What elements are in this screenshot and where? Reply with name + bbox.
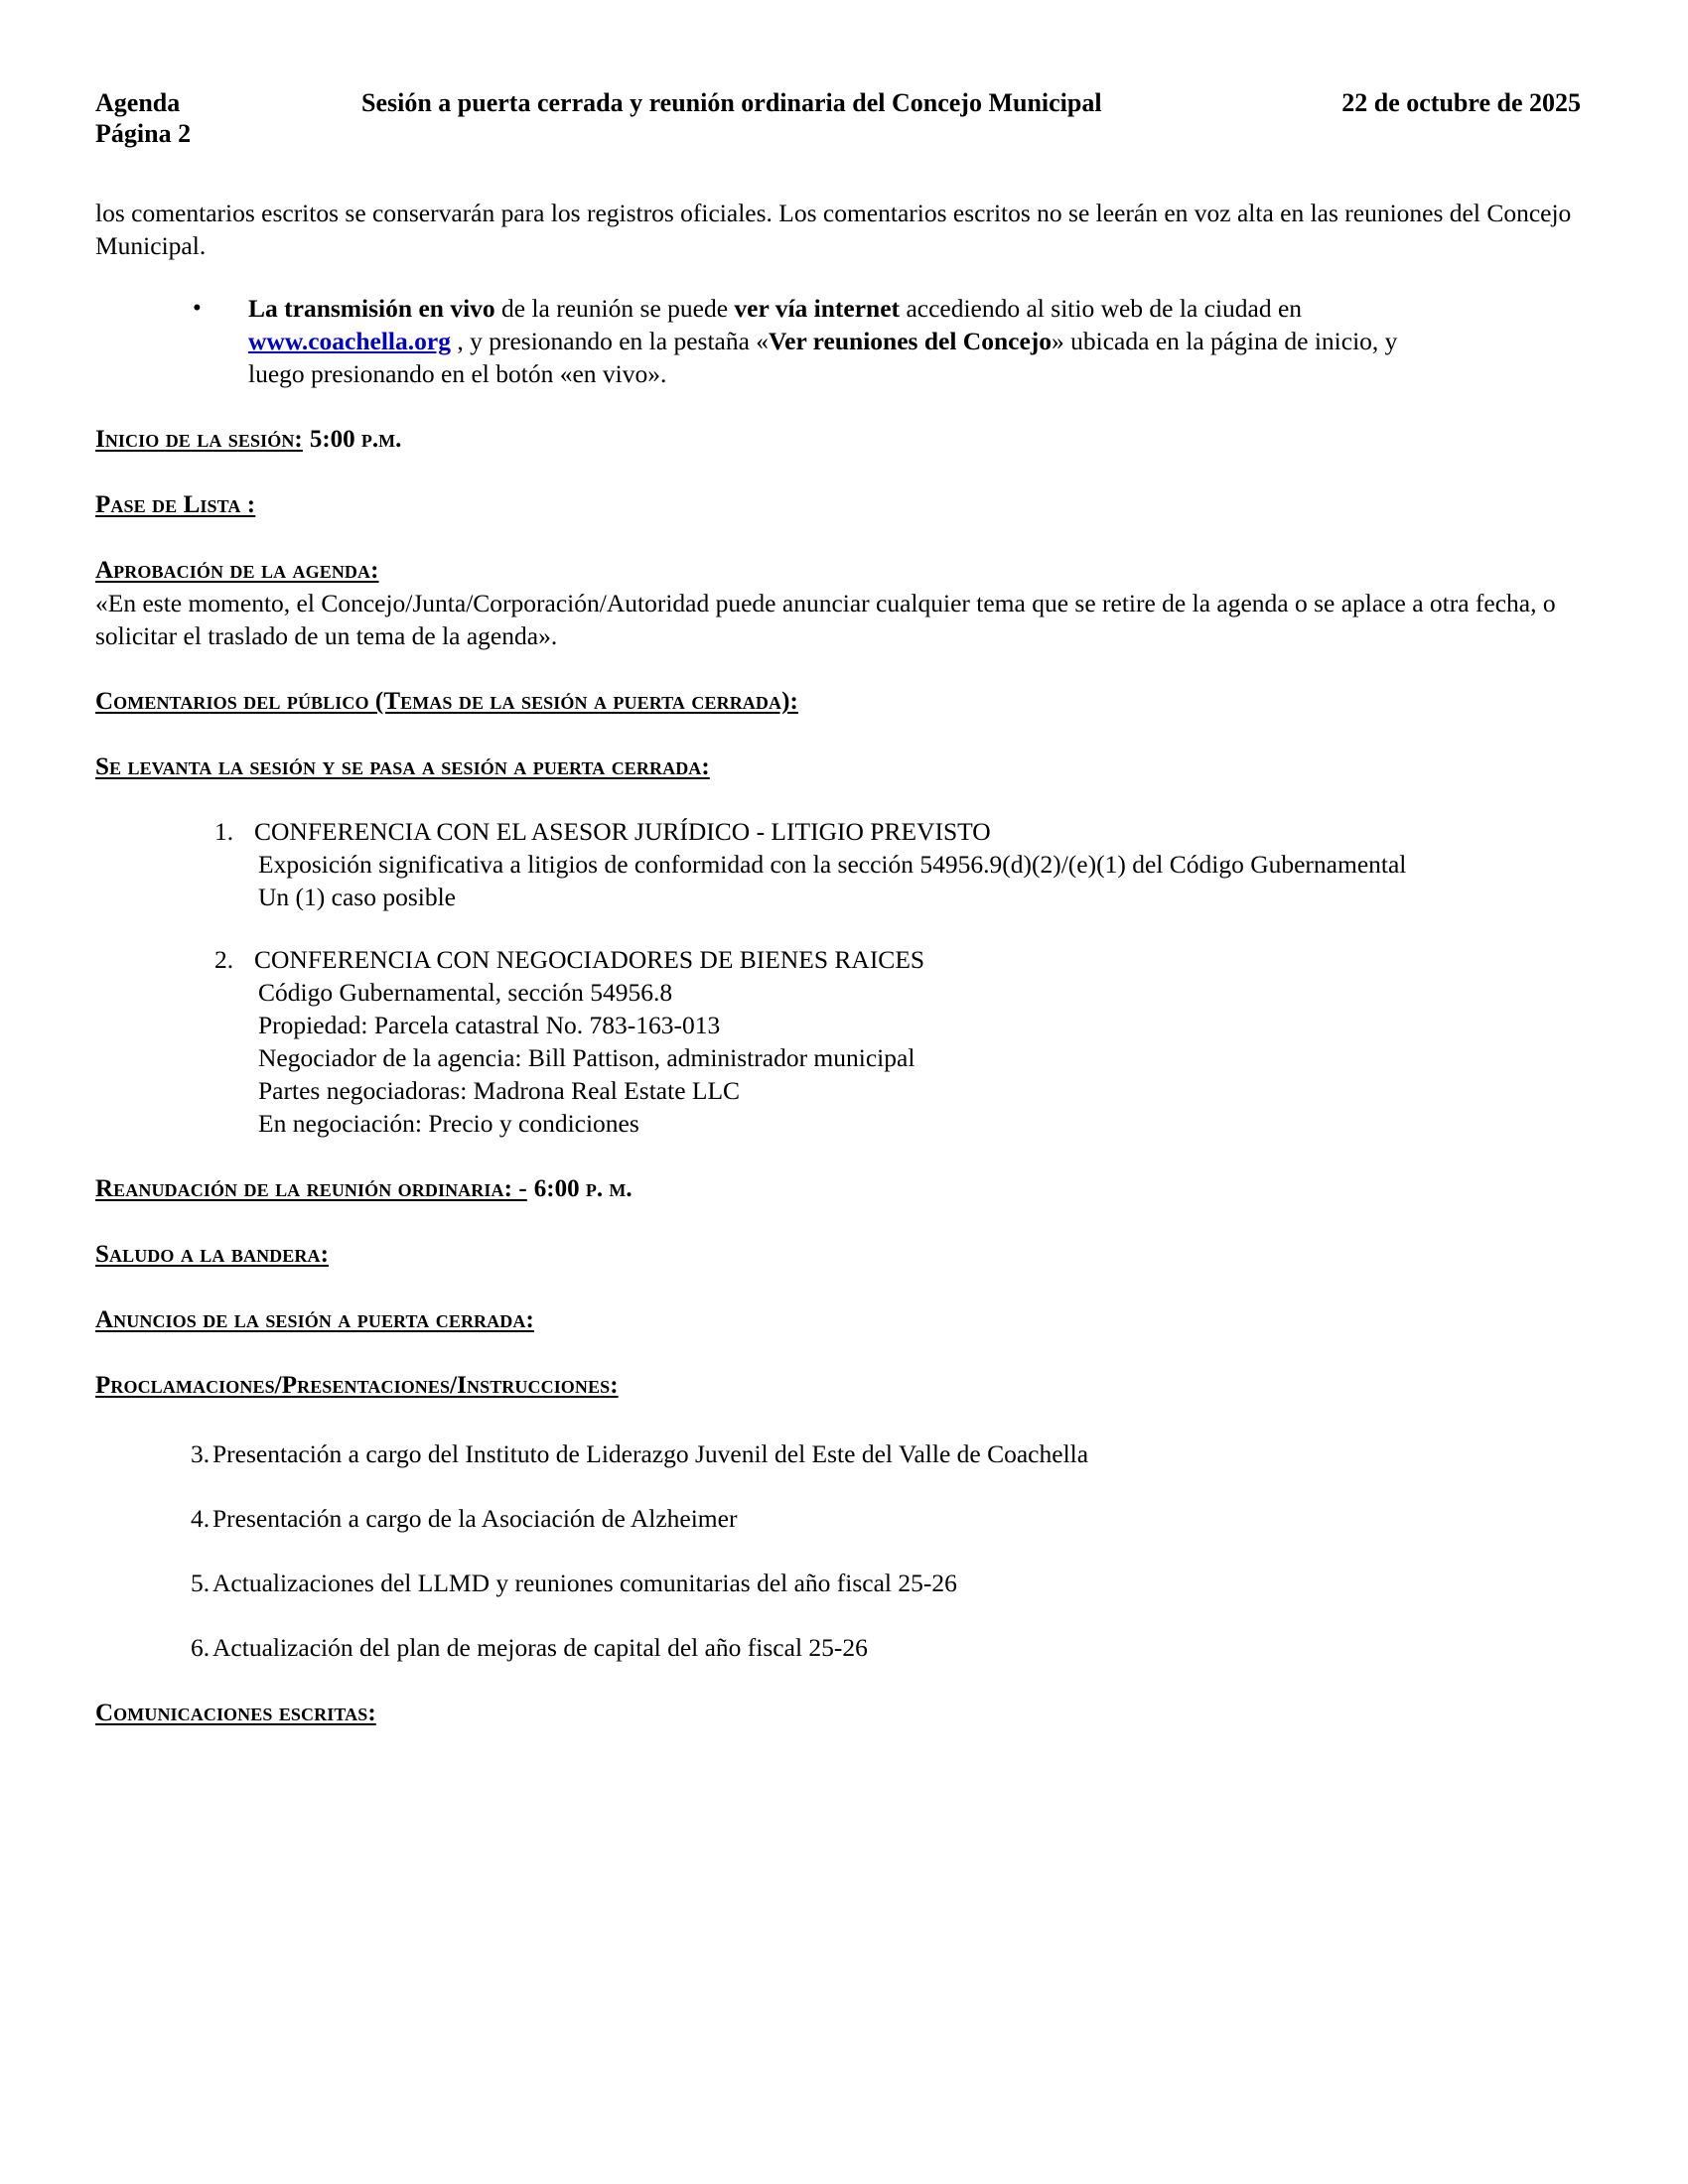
- closed-session-item-detail: En negociación: Precio y condiciones: [258, 1109, 639, 1138]
- presentation-list: [95, 1437, 1581, 1664]
- heading-inicio-sesion: [95, 424, 1581, 456]
- heading-comunicaciones-escritas-label: Comunicaciones escritas:: [95, 1700, 376, 1726]
- live-stream-text-1: de la reunión se puede: [494, 294, 735, 323]
- presentation-item-text: Actualización del plan de mejoras de capital del año fiscal 25-26: [212, 1633, 868, 1662]
- closed-session-item-detail: Partes negociadoras: Madrona Real Estate LLC: [258, 1076, 741, 1105]
- presentation-item-number: 5.: [191, 1569, 211, 1597]
- live-stream-text-3: , y presionando en la pestaña «: [450, 327, 770, 355]
- bullet-icon: •: [193, 295, 202, 322]
- heading-aprobacion-agenda-label: Aprobación de la agenda:: [95, 557, 379, 584]
- heading-comentarios-publico: [95, 686, 1581, 718]
- header-page-number: Página 2: [95, 119, 192, 148]
- heading-reanudacion-reunion: [95, 1173, 1581, 1205]
- document-body: [95, 197, 1581, 1729]
- header-meeting-date: 22 de octubre de 2025: [1341, 88, 1581, 117]
- closed-session-item-title: CONFERENCIA CON EL ASESOR JURÍDICO - LITIGIO PREVISTO: [254, 817, 991, 846]
- heading-inicio-sesion-label: Inicio de la sesión:: [95, 426, 303, 453]
- closed-session-item-detail: Un (1) caso posible: [258, 883, 456, 911]
- closed-session-item: [95, 815, 1581, 913]
- heading-anuncios-sesion-cerrada: [95, 1304, 1581, 1336]
- heading-saludo-bandera: [95, 1239, 1581, 1271]
- header-doc-type: Agenda: [95, 88, 181, 117]
- closed-session-item-detail: Código Gubernamental, sección 54956.8: [258, 978, 673, 1007]
- heading-saludo-bandera-label: Saludo a la bandera:: [95, 1241, 329, 1268]
- heading-comunicaciones-escritas: [95, 1698, 1581, 1729]
- heading-reanudacion-reunion-time: 6:00 p. m.: [533, 1175, 633, 1202]
- heading-proclamaciones-label: Proclamaciones/Presentaciones/Instrucciones:: [95, 1372, 619, 1399]
- heading-se-levanta-sesion-label: Se levanta la sesión y se pasa a sesión a puerta cerrada:: [95, 753, 710, 780]
- presentation-item-number: 3.: [191, 1439, 211, 1468]
- presentation-item: [95, 1567, 1581, 1599]
- closed-session-item-detail: Negociador de la agencia: Bill Pattison, administrador municipal: [258, 1043, 915, 1072]
- continued-paragraph: los comentarios escritos se conservarán para los registros oficiales. Los comentarios escritos no se leerán en voz alta en las reuniones del Concejo Municipal.: [95, 199, 1572, 260]
- presentation-item-number: 6.: [191, 1633, 211, 1662]
- live-stream-bold-3: Ver reuniones del Concejo: [769, 327, 1053, 355]
- heading-reanudacion-reunion-label: Reanudación de la reunión ordinaria: -: [95, 1175, 527, 1202]
- presentation-item: [95, 1502, 1581, 1535]
- closed-session-item-detail: Exposición significativa a litigios de conformidad con la sección 54956.9(d)(2)/(e)(1) del Código Gubernamental: [258, 850, 1407, 879]
- heading-pase-de-lista-label: Pase de Lista :: [95, 491, 256, 518]
- closed-session-list: [95, 815, 1581, 1140]
- live-stream-line-3: luego presionando en el botón «en vivo».: [248, 359, 667, 388]
- live-stream-bold-2: ver vía internet: [734, 294, 901, 323]
- heading-anuncios-sesion-cerrada-label: Anuncios de la sesión a puerta cerrada:: [95, 1306, 534, 1333]
- live-stream-bullet: [175, 292, 1561, 390]
- live-stream-line-2: [248, 325, 1561, 357]
- closed-session-item-detail: Propiedad: Parcela catastral No. 783-163-013: [258, 1011, 721, 1039]
- closed-session-item-title: CONFERENCIA CON NEGOCIADORES DE BIENES RAICES: [254, 945, 925, 974]
- live-stream-line-1: [248, 292, 1561, 325]
- closed-session-item: [95, 943, 1581, 1140]
- presentation-item: [95, 1631, 1581, 1664]
- live-stream-text-4: » ubicada en la página de inicio, y: [1052, 327, 1398, 355]
- heading-pase-de-lista: [95, 489, 1581, 521]
- presentation-item-text: Actualizaciones del LLMD y reuniones comunitarias del año fiscal 25-26: [212, 1569, 957, 1597]
- closed-session-item-number: 2.: [214, 945, 234, 974]
- live-stream-text-2: accediendo al sitio web de la ciudad en: [900, 294, 1303, 323]
- presentation-item-text: Presentación a cargo del Instituto de Liderazgo Juvenil del Este del Valle de Coachella: [212, 1439, 1089, 1468]
- coachella-website-link[interactable]: www.coachella.org: [248, 327, 451, 355]
- heading-comentarios-publico-label: Comentarios del público (Temas de la sesión a puerta cerrada):: [95, 688, 798, 715]
- header-meeting-title: Sesión a puerta cerrada y reunión ordinaria del Concejo Municipal: [361, 88, 1102, 117]
- presentation-item: [95, 1437, 1581, 1470]
- heading-proclamaciones: [95, 1370, 1581, 1402]
- presentation-item-number: 4.: [191, 1504, 211, 1533]
- live-stream-bold-1: La transmisión en vivo: [248, 294, 495, 323]
- heading-aprobacion-agenda: [95, 555, 1581, 587]
- agenda-approval-quote: «En este momento, el Concejo/Junta/Corporación/Autoridad puede anunciar cualquier tema que se retire de la agenda o se aplace a otra fecha, o solicitar el traslado de un tema de la agenda».: [95, 589, 1556, 650]
- page-header: [95, 87, 1581, 159]
- presentation-item-text: Presentación a cargo de la Asociación de Alzheimer: [212, 1504, 738, 1533]
- header-left-block: [95, 87, 191, 149]
- closed-session-item-number: 1.: [214, 817, 234, 846]
- heading-se-levanta-sesion: [95, 751, 1581, 783]
- heading-inicio-sesion-time: 5:00 p.m.: [309, 426, 402, 453]
